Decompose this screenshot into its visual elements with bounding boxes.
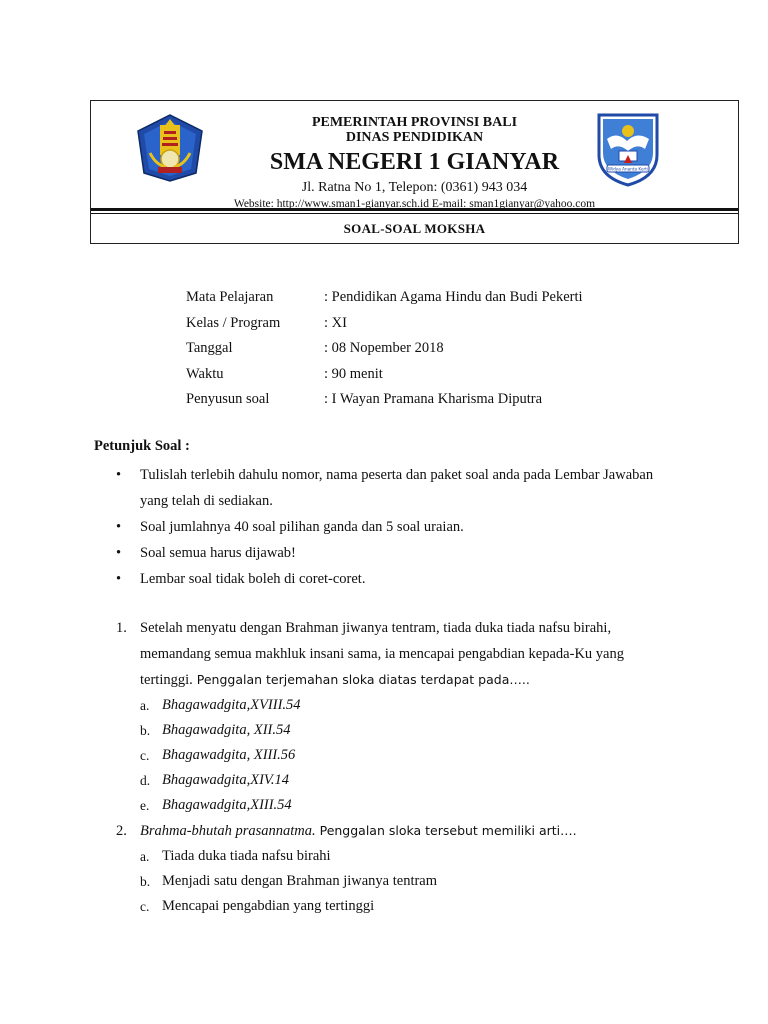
instructions-heading: Petunjuk Soal : xyxy=(94,438,190,454)
question-text-main: Setelah menyatu dengan Brahman jiwanya tentram, tiada duka tiada nafsu birahi, memandang semua makhluk insani sama, ia mencapai pengabdian kepada-Ku yang tertinggi. xyxy=(140,620,624,688)
question-text-prompt: Penggalan sloka tersebut memiliki arti…. xyxy=(315,823,577,838)
info-value: : I Wayan Pramana Kharisma Diputra xyxy=(324,391,543,408)
exam-info-row xyxy=(186,285,583,311)
option-letter: e. xyxy=(140,798,150,813)
question-2 xyxy=(116,818,676,919)
instructions-list xyxy=(112,462,672,592)
instruction-text: Soal semua harus dijawab! xyxy=(140,545,296,561)
option-text: Bhagawadgita,XIV.14 xyxy=(162,772,290,788)
instruction-item xyxy=(112,540,672,566)
option-text: Menjadi satu dengan Brahman jiwanya tentram xyxy=(162,873,438,889)
info-value: : 90 menit xyxy=(324,365,383,382)
answer-option[interactable] xyxy=(140,793,676,818)
info-value: : Pendidikan Agama Hindu dan Budi Pekerti xyxy=(324,289,583,306)
department-line: DINAS PENDIDIKAN xyxy=(345,130,484,145)
option-letter: b. xyxy=(140,723,151,738)
document-title: SOAL-SOAL MOKSHA xyxy=(343,221,486,236)
option-letter: d. xyxy=(140,773,151,788)
option-text: Mencapai pengabdian yang tertinggi xyxy=(162,898,375,914)
info-label: Kelas / Program xyxy=(186,314,281,331)
info-value: : 08 Nopember 2018 xyxy=(324,340,444,357)
option-letter: b. xyxy=(140,874,151,889)
instruction-text: Soal jumlahnya 40 soal pilihan ganda dan 5 soal uraian. xyxy=(140,519,464,535)
question-text xyxy=(140,818,676,844)
school-emblem-icon xyxy=(593,109,663,187)
question-number: 1. xyxy=(116,620,127,636)
option-text: Bhagawadgita, XIII.56 xyxy=(162,747,296,763)
email-label: E-mail: xyxy=(428,198,470,210)
bullet-icon: • xyxy=(116,571,122,587)
school-motto: Widya Ananta Kerti xyxy=(607,166,649,172)
bullet-icon: • xyxy=(116,519,122,535)
answer-option[interactable] xyxy=(140,693,676,718)
bullet-icon: • xyxy=(116,467,122,483)
school-address: Jl. Ratna No 1, Telepon: (0361) 943 034 xyxy=(301,180,528,195)
answer-option[interactable] xyxy=(140,768,676,793)
answer-option[interactable] xyxy=(140,743,676,768)
info-label: Penyusun soal xyxy=(186,391,270,408)
option-letter: a. xyxy=(140,698,150,713)
government-line: PEMERINTAH PROVINSI BALI xyxy=(311,115,518,130)
email-address: sman1gianyar@yahoo.com xyxy=(469,198,596,210)
answer-option[interactable] xyxy=(140,869,676,894)
letterhead xyxy=(90,100,739,244)
school-name: SMA NEGERI 1 GIANYAR xyxy=(269,149,560,175)
instruction-text: Lembar soal tidak boleh di coret-coret. xyxy=(140,571,366,587)
answer-option[interactable] xyxy=(140,894,676,919)
info-label: Waktu xyxy=(186,365,224,382)
exam-info-row xyxy=(186,362,583,388)
website-link[interactable]: http://www.sman1-gianyar.sch.id xyxy=(276,198,429,210)
info-label: Tanggal xyxy=(186,340,233,357)
exam-info-row xyxy=(186,387,583,413)
instruction-text: Tulislah terlebih dahulu nomor, nama peserta dan paket soal anda pada Lembar Jawaban yang telah di sediakan. xyxy=(140,467,654,509)
question-list xyxy=(116,615,676,919)
answer-option[interactable] xyxy=(140,718,676,743)
option-text: Bhagawadgita, XII.54 xyxy=(162,722,291,738)
option-text: Bhagawadgita,XVIII.54 xyxy=(162,697,301,713)
option-letter: a. xyxy=(140,849,150,864)
question-number: 2. xyxy=(116,823,127,839)
instruction-item xyxy=(112,462,672,514)
option-letter: c. xyxy=(140,748,150,763)
instruction-item xyxy=(112,514,672,540)
option-text: Tiada duka tiada nafsu birahi xyxy=(162,848,331,864)
option-letter: c. xyxy=(140,899,150,914)
exam-info-row xyxy=(186,311,583,337)
header-divider-thin xyxy=(91,213,738,214)
info-label: Mata Pelajaran xyxy=(186,289,274,306)
answer-option[interactable] xyxy=(140,844,676,869)
exam-info-row xyxy=(186,336,583,362)
question-text-prompt: Penggalan terjemahan sloka diatas terdapat pada….. xyxy=(192,672,530,687)
question-text-sloka: Brahma-bhutah prasannatma. xyxy=(140,823,316,839)
question-1 xyxy=(116,615,676,818)
question-text xyxy=(140,615,676,693)
option-text: Bhagawadgita,XIII.54 xyxy=(162,797,292,813)
instruction-item xyxy=(112,566,672,592)
website-label: Website: xyxy=(233,198,277,210)
exam-info xyxy=(186,285,583,413)
bullet-icon: • xyxy=(116,545,122,561)
info-value: : XI xyxy=(324,314,347,331)
header-divider xyxy=(91,208,738,211)
